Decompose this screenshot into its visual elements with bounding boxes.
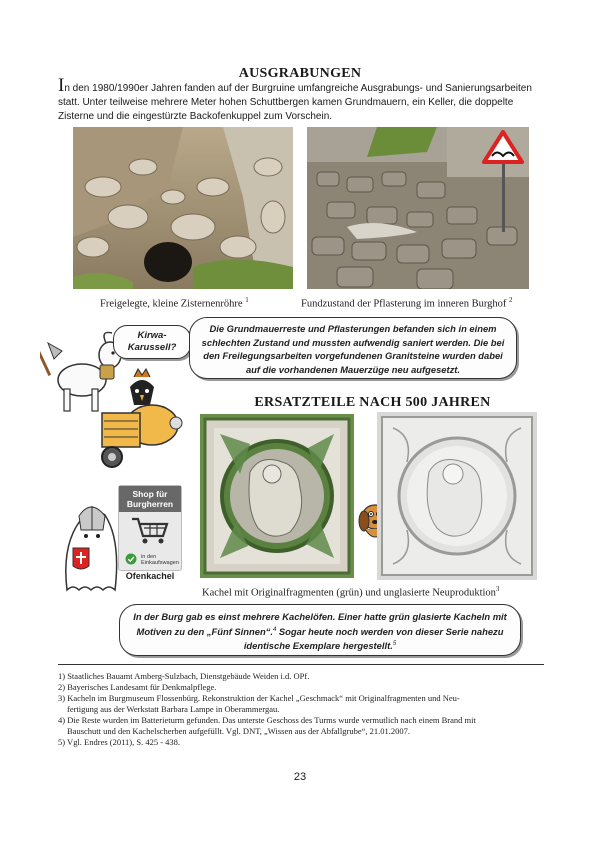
- speech-bubble-tiles-text-2: Sogar heute noch werden von dieser Serie nahezu identische Exemplare hergestellt.: [243, 625, 504, 652]
- footnote-4-cont: Bauschutt und den Kachelscherben aufgefüllt. Vgl. DNT, „Wissen aus der Abfallgrube“, 21.01.2007.: [67, 726, 411, 736]
- drop-cap: I: [58, 75, 65, 96]
- footnote-ref-3: 3: [495, 585, 500, 593]
- footnote-ref-5: 5: [392, 641, 397, 648]
- speech-bubble-restoration: [189, 317, 517, 379]
- footnote-divider: [58, 664, 544, 665]
- section-title-ausgrabungen: AUSGRABUNGEN: [238, 66, 362, 81]
- shop-title: Shop für Burgherren: [119, 486, 181, 512]
- tile-caption: Kachel mit Originalfragmenten (grün) und unglasierte Neuproduktion$^3$: [202, 585, 500, 599]
- photo-pavement: [307, 127, 529, 289]
- footnote-ref-1: 1: [245, 296, 249, 304]
- footnote-ref-4: 4: [272, 626, 277, 633]
- cement-mixer-illustration: [92, 365, 192, 475]
- footnote-4: 4) Die Reste wurden im Batterieturm gefunden. Das unterste Geschoss des Turms wurde vermutlich nach einem Brand mit: [58, 715, 476, 725]
- photo-caption-1: Freigelegte, kleine Zisternenröhre $^1$: [100, 296, 249, 310]
- footnote-5: 5) Vgl. Endres (2011), S. 425 - 438.: [58, 737, 181, 747]
- page-number: 23: [293, 771, 307, 783]
- add-to-cart-text[interactable]: in den Einkaufswagen: [141, 554, 179, 567]
- footnote-3: 3) Kacheln im Burgmuseum Flossenbürg. Rekonstruktion der Kachel „Geschmack“ mit Originalfragmenten und Neu-: [58, 693, 460, 703]
- photo-caption-2: Fundzustand der Pflasterung im inneren Burghof $^2$: [301, 296, 513, 310]
- intro-text: n den 1980/1990er Jahren fanden auf der Burgruine umfangreiche Ausgrabungs- und Sanierungsarbeiten statt. Unter teilweise mehrere Meter hohen Schuttbergen kamen Grundmauern, ein Keller, die doppelte Zisterne und die eingestürzte Backofenkuppel zum Vorschein.: [58, 83, 532, 122]
- shop-product-label: Ofenkachel: [125, 571, 175, 581]
- tile-green-original: [200, 414, 354, 578]
- footnote-2: 2) Bayerisches Landesamt für Denkmalpflege.: [58, 682, 217, 692]
- tile-white-reproduction: [377, 412, 537, 580]
- intro-paragraph: [58, 75, 548, 124]
- footnote-1: 1) Staatliches Bauamt Amberg-Sulzbach, Dienstgebäude Weiden i.d. OPf.: [58, 671, 310, 681]
- photo-cistern: [73, 127, 293, 289]
- shopping-cart-icon: [130, 516, 170, 546]
- section-title-ersatzteile: ERSATZTEILE NACH 500 JAHREN: [254, 395, 491, 410]
- footnotes: [58, 671, 544, 748]
- shop-widget: [118, 485, 182, 571]
- speech-bubble-restoration-text: Die Grundmauerreste und Pflasterungen befanden sich in einem schlechten Zustand und mussten aufwendig saniert werden. Die bei den Freilegungsarbeiten vorgefundenen Granitsteine wurden dabei auf die vorhandenen Mauerzüge neu aufgesetzt.: [201, 323, 505, 375]
- footnote-3-cont: fertigung aus der Werkstatt Barbara Lampe in Oberammergau.: [67, 704, 280, 714]
- speech-bubble-kirwa-text: Kirwa- Karussell?: [127, 330, 177, 353]
- speech-bubble-tiles-text-1: In der Burg gab es einst mehrere Kachelöfen. Einer hatte grün glasierte Kacheln mit Motiven zu den „Fünf Sinnen“.: [133, 611, 507, 637]
- add-to-cart-icon[interactable]: [125, 553, 137, 565]
- ghost-knight-illustration: [55, 500, 125, 595]
- speech-bubble-kirwa: [113, 325, 191, 359]
- footnote-ref-2: 2: [509, 296, 513, 304]
- speech-bubble-tiles: [119, 604, 521, 656]
